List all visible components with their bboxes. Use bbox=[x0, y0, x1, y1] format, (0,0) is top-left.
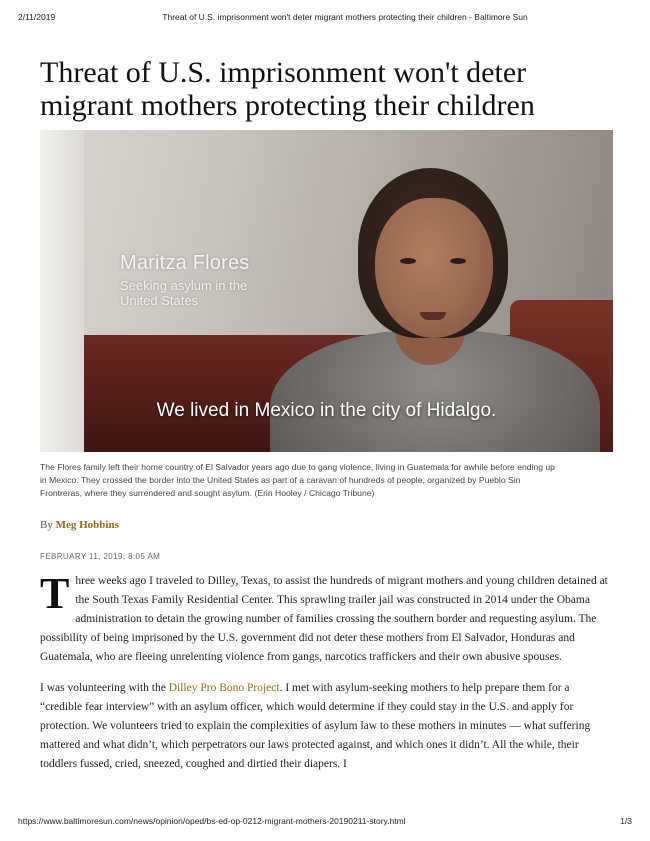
caption-line-2: in Mexico. They crossed the border into the United States as part of a caravan of hundreds of people, organized by Pueblo Sin bbox=[40, 475, 521, 485]
caption-line-1: The Flores family left their home country of El Salvador years ago due to gang violence, living in Guatemala for awhile before ending up bbox=[40, 462, 555, 472]
person-eye-left bbox=[400, 258, 416, 264]
paragraph-2 bbox=[40, 679, 612, 774]
byline bbox=[40, 519, 119, 531]
lower-third-role bbox=[120, 278, 270, 308]
video-subtitle: We lived in Mexico in the city of Hidalgo. bbox=[156, 400, 497, 421]
person-mouth bbox=[420, 312, 446, 320]
caption-line-3: Frontreras, where they surrendered and sought asylum. (Erin Hooley / Chicago Tribune) bbox=[40, 488, 375, 498]
paragraph-2-text-a: I was volunteering with the bbox=[40, 682, 169, 694]
article-body bbox=[40, 569, 612, 786]
drop-cap: T bbox=[40, 569, 70, 618]
role-line-1: Seeking asylum in the bbox=[120, 278, 248, 293]
paragraph-1-text: hree weeks ago I traveled to Dilley, Texas, to assist the hundreds of migrant mothers and young children detained at the South Texas Family Residential Center. This sprawling trailer jail was constructed in 2014 under the Obama administration to detain the growing number of families crossing the southern border and requesting asylum. The possibility of being imprisoned by the U.S. government did not deter these mothers from El Salvador, Honduras and Guatemala, who are fleeing unrelenting violence from gangs, narcotics traffickers and their own abusive spouses. bbox=[40, 575, 608, 663]
publish-dateline: FEBRUARY 11, 2019, 8:05 AM bbox=[40, 552, 161, 561]
print-page-number: 1/3 bbox=[620, 816, 632, 826]
hero-video-still[interactable] bbox=[40, 130, 613, 452]
lower-third-name: Maritza Flores bbox=[120, 252, 250, 274]
headline-line-2: migrant mothers protecting their children bbox=[40, 89, 535, 122]
author-link[interactable]: Meg Hobbins bbox=[55, 519, 119, 531]
paragraph-2-text-b: . I met with asylum-seeking mothers to help prepare them for a “credible fear interview” with an asylum officer, which would determine if they could stay in the U.S. and apply for protection. We volunteers tried to explain the complexities of asylum law to these mothers in minutes — what suffering mattered and what didn’t, which perpetrators our laws protected against, and which ones it didn’t. All the while, their toddlers fussed, cried, sneezed, coughed and dirtied their diapers. I bbox=[40, 682, 591, 770]
paragraph-1 bbox=[40, 569, 612, 667]
byline-prefix: By bbox=[40, 519, 53, 531]
person-eye-right bbox=[450, 258, 466, 264]
print-footer bbox=[18, 816, 632, 826]
print-date: 2/11/2019 bbox=[18, 12, 56, 22]
photo-caption bbox=[40, 461, 613, 500]
dilley-pro-bono-link[interactable]: Dilley Pro Bono Project bbox=[168, 682, 280, 694]
print-page-title: Threat of U.S. imprisonment won't deter migrant mothers protecting their children - Baltimore Sun bbox=[162, 12, 528, 22]
headline-line-1: Threat of U.S. imprisonment won't deter bbox=[40, 56, 527, 89]
role-line-2: United States bbox=[120, 293, 199, 308]
print-url: https://www.baltimoresun.com/news/opinion/oped/bs-ed-op-0212-migrant-mothers-20190211-story.html bbox=[18, 816, 406, 826]
article-headline bbox=[40, 56, 610, 122]
